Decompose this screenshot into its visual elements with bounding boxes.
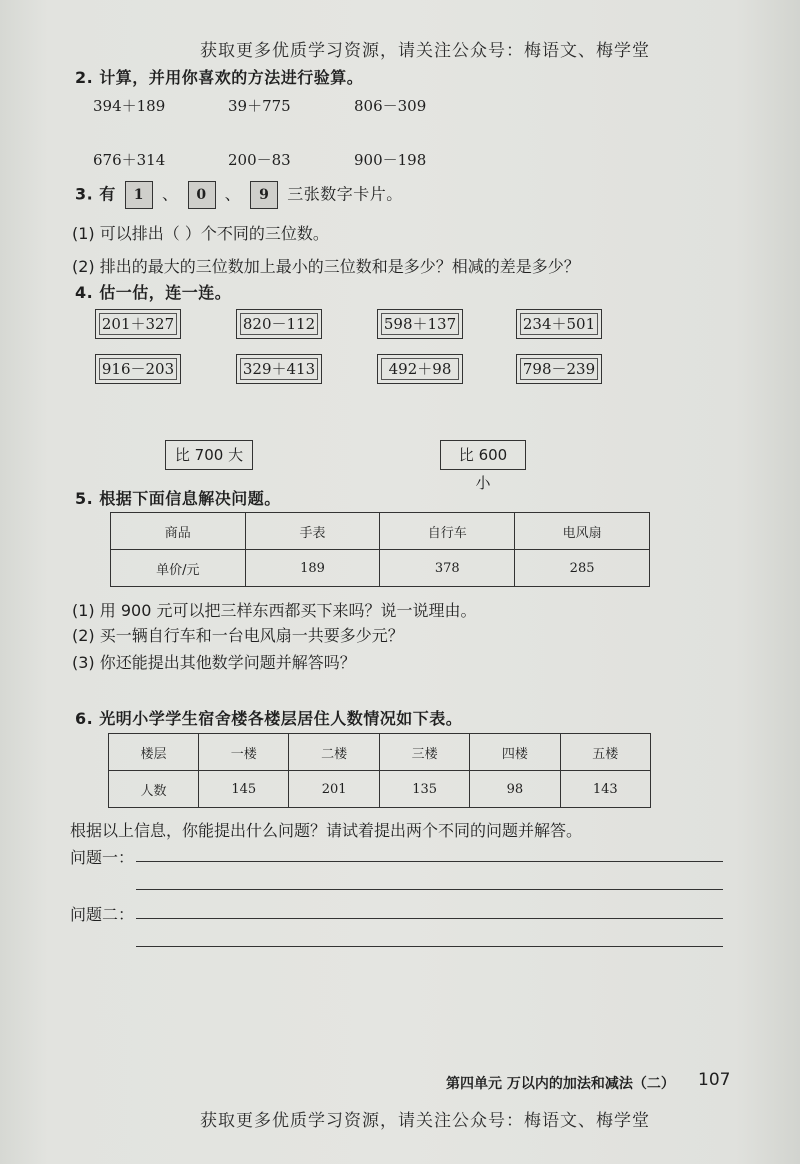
answer-line[interactable] [136, 946, 723, 947]
question-1-label: 问题一： [70, 848, 135, 867]
estimate-box: 798－239 [516, 354, 602, 384]
question-3-sub-2: (2) 排出的最大的三位数加上最小的三位数和是多少？相减的差是多少？ [72, 257, 580, 276]
expression: 900－198 [354, 151, 427, 169]
question-3-sub-1: (1) 可以排出（ ）个不同的三位数。 [72, 224, 329, 243]
table-cell: 378 [380, 550, 515, 587]
compare-box-greater: 比 700 大 [165, 440, 253, 470]
table-row [109, 771, 651, 808]
price-table [110, 512, 650, 587]
digit-card: 1 [125, 181, 153, 209]
question-3-prefix: 3. 有 [75, 184, 116, 204]
digit-card: 0 [188, 181, 216, 209]
estimate-box: 234＋501 [516, 309, 602, 339]
table-row-label: 单价/元 [111, 550, 246, 587]
question-3-suffix: 三张数字卡片。 [287, 184, 403, 204]
table-cell: 201 [289, 771, 379, 808]
question-6-prompt: 根据以上信息，你能提出什么问题？请试着提出两个不同的问题并解答。 [70, 821, 583, 840]
answer-line[interactable] [136, 861, 723, 862]
table-header: 五楼 [560, 734, 651, 771]
residents-table [108, 733, 651, 808]
question-6-title: 6. 光明小学学生宿舍楼各楼层居住人数情况如下表。 [75, 709, 463, 728]
estimate-box: 916－203 [95, 354, 181, 384]
table-row-label: 人数 [109, 771, 199, 808]
table-row [111, 513, 650, 550]
estimate-box: 329＋413 [236, 354, 322, 384]
table-cell: 145 [199, 771, 289, 808]
table-cell: 135 [379, 771, 469, 808]
question-5-sub-2: (2) 买一辆自行车和一台电风扇一共要多少元？ [72, 626, 404, 645]
table-header: 自行车 [380, 513, 515, 550]
question-4-title: 4. 估一估，连一连。 [75, 283, 232, 302]
question-2-title: 2. 计算，并用你喜欢的方法进行验算。 [75, 68, 364, 87]
question-5-sub-3: (3) 你还能提出其他数学问题并解答吗？ [72, 653, 356, 672]
table-row [111, 550, 650, 587]
table-header: 四楼 [470, 734, 560, 771]
question-5-sub-1: (1) 用 900 元可以把三样东西都买下来吗？说一说理由。 [72, 601, 477, 620]
question-3-line [75, 181, 403, 209]
table-header: 二楼 [289, 734, 379, 771]
table-header: 楼层 [109, 734, 199, 771]
estimate-box: 492＋98 [377, 354, 463, 384]
expression: 39＋775 [228, 97, 291, 115]
expression: 676＋314 [93, 151, 166, 169]
table-cell: 143 [560, 771, 651, 808]
watermark-top: 获取更多优质学习资源，请关注公众号：梅语文、梅学堂 [200, 41, 650, 61]
table-cell: 189 [245, 550, 380, 587]
expression: 806－309 [354, 97, 427, 115]
question-2-label: 问题二： [70, 905, 135, 924]
table-header: 三楼 [379, 734, 469, 771]
page-number: 107 [698, 1070, 731, 1090]
table-cell: 285 [515, 550, 650, 587]
table-row [109, 734, 651, 771]
estimate-box: 201＋327 [95, 309, 181, 339]
question-5-title: 5. 根据下面信息解决问题。 [75, 489, 281, 508]
table-header: 电风扇 [515, 513, 650, 550]
watermark-bottom: 获取更多优质学习资源，请关注公众号：梅语文、梅学堂 [200, 1111, 650, 1131]
table-cell: 98 [470, 771, 560, 808]
answer-line[interactable] [136, 889, 723, 890]
estimate-box: 820－112 [236, 309, 322, 339]
expression: 200－83 [228, 151, 291, 169]
compare-box-less: 比 600 小 [440, 440, 526, 470]
table-header: 一楼 [199, 734, 289, 771]
estimate-box: 598＋137 [377, 309, 463, 339]
separator: 、 [161, 184, 179, 204]
digit-card: 9 [250, 181, 278, 209]
separator: 、 [224, 184, 242, 204]
table-header: 商品 [111, 513, 246, 550]
answer-line[interactable] [136, 918, 723, 919]
table-header: 手表 [245, 513, 380, 550]
expression: 394＋189 [93, 97, 166, 115]
unit-title: 第四单元 万以内的加法和减法（二） [446, 1076, 675, 1092]
